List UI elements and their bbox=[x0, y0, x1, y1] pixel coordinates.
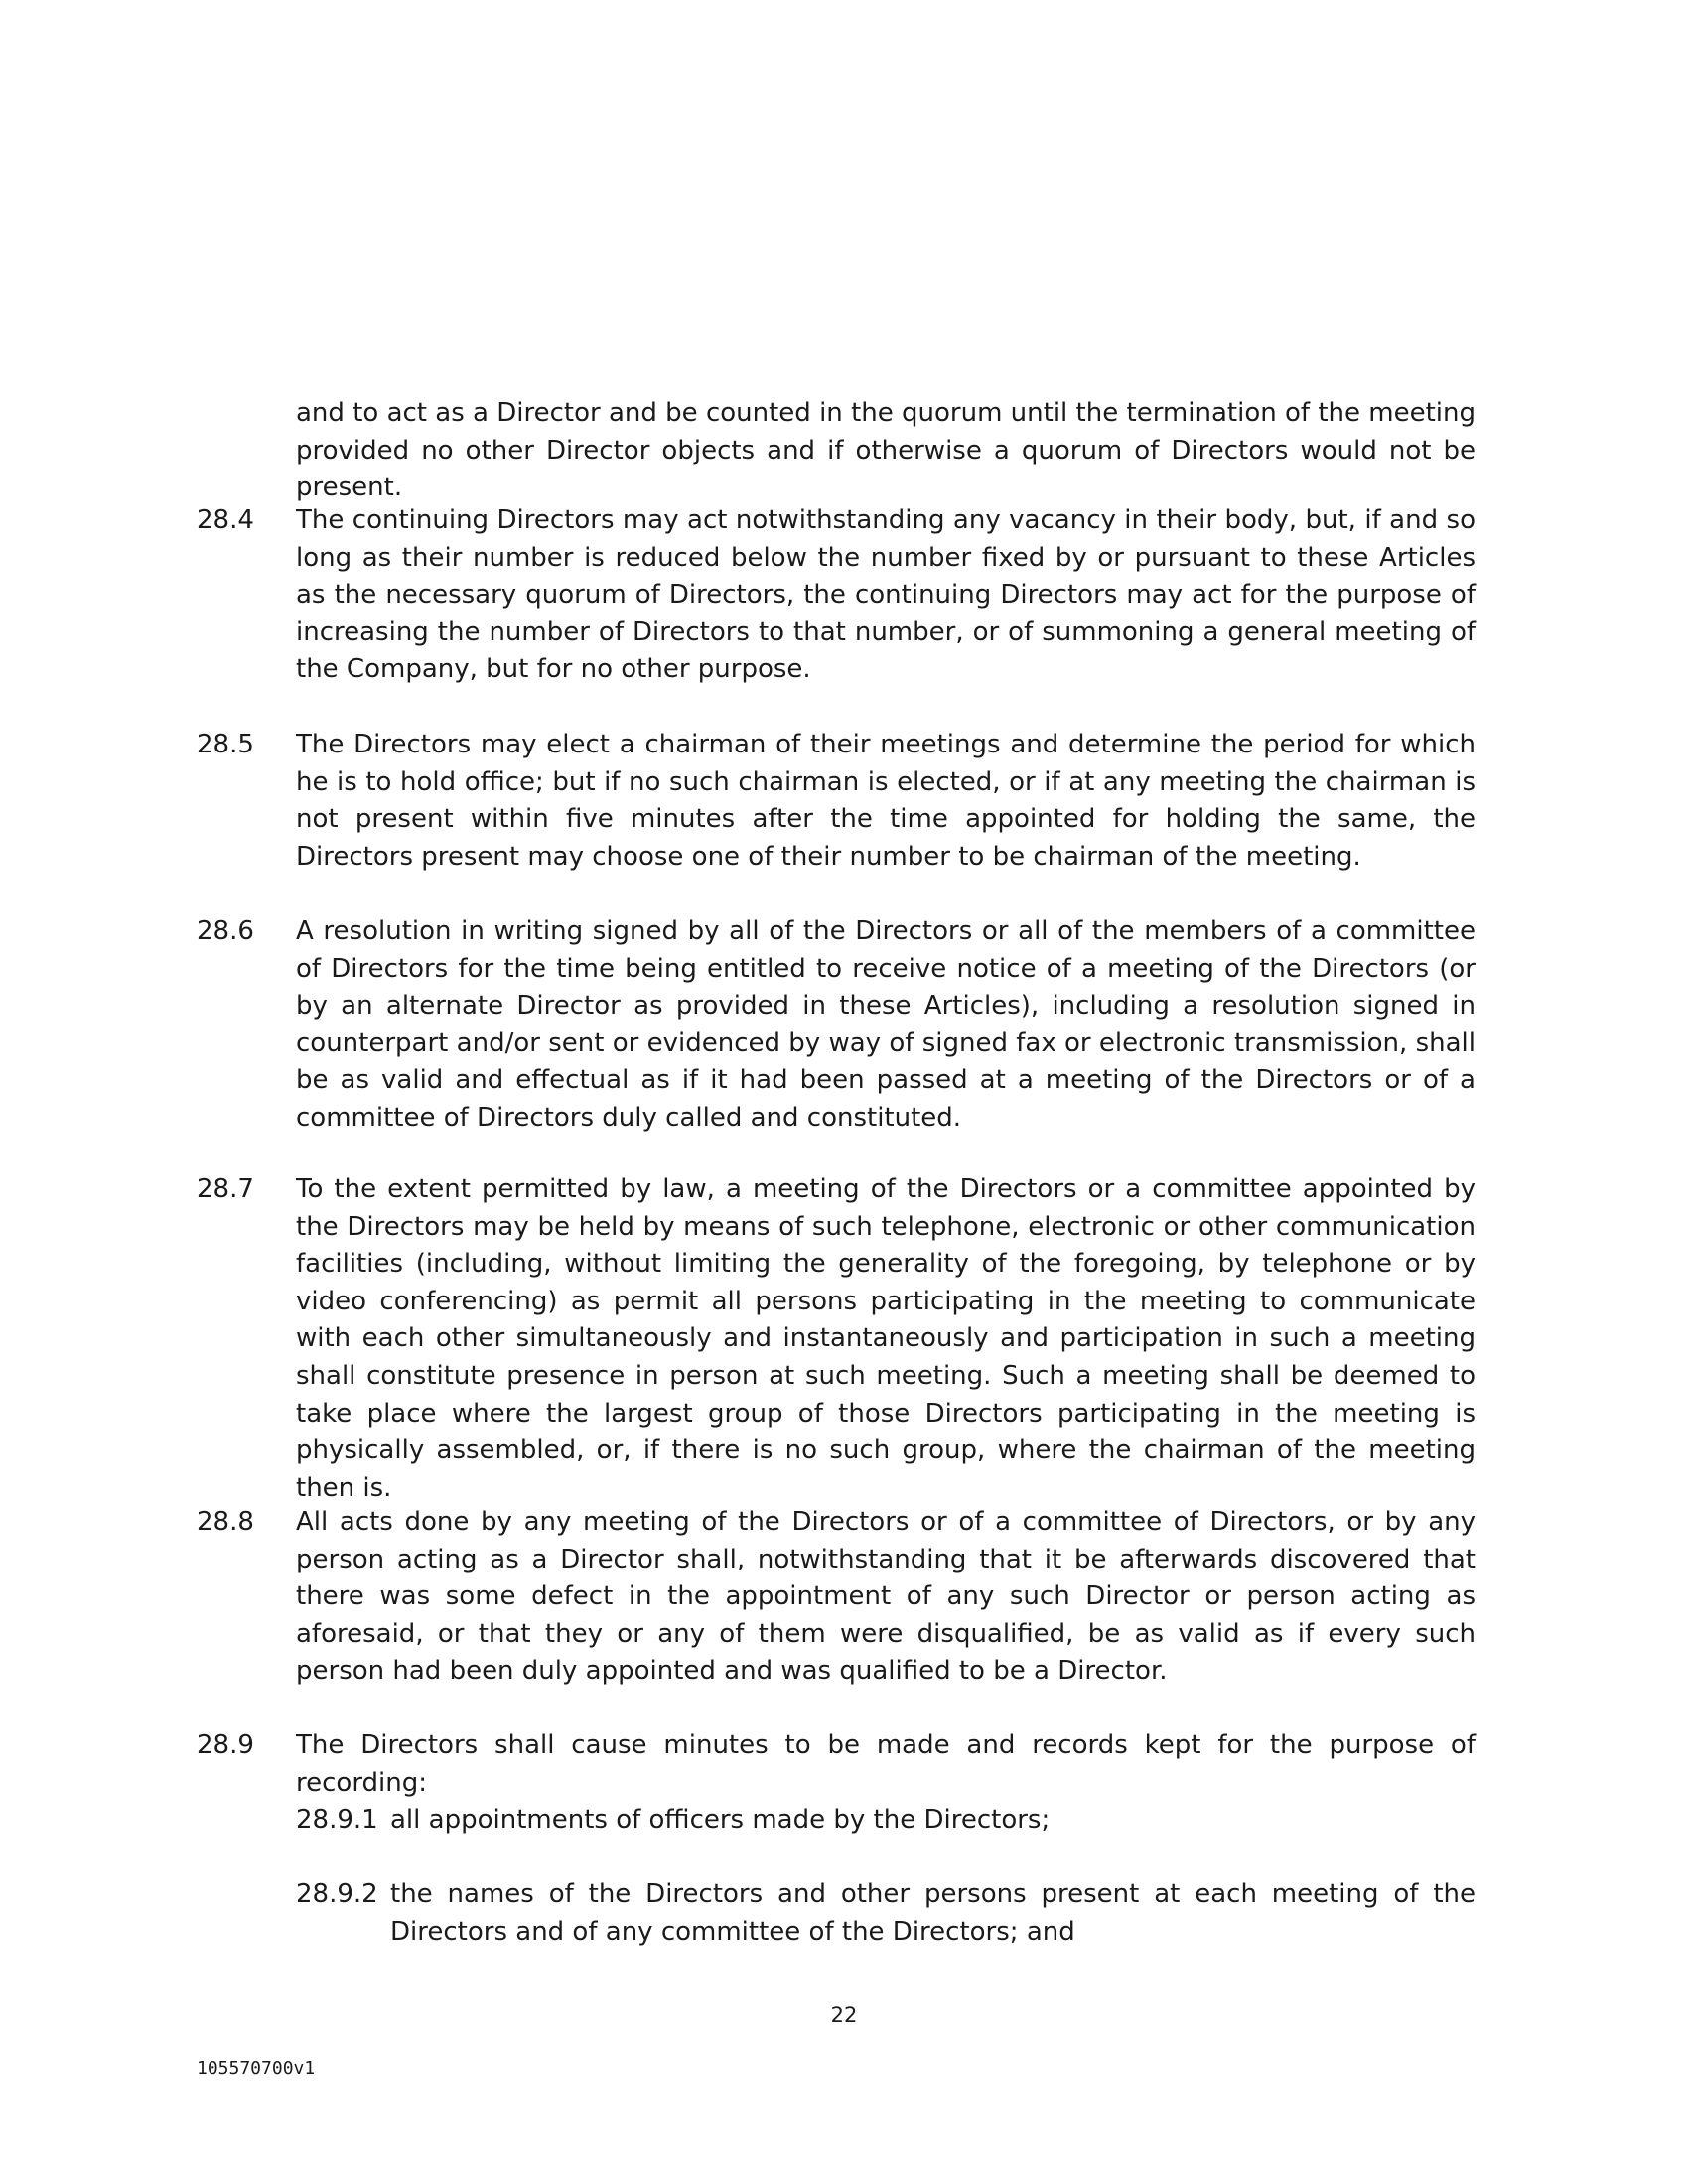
subclause-number: 28.9.2 bbox=[296, 1879, 378, 1909]
clause-number: 28.8 bbox=[197, 1507, 254, 1537]
document-reference: 105570700v1 bbox=[197, 2058, 316, 2079]
subclause-number: 28.9.1 bbox=[296, 1805, 378, 1835]
clause-text: The continuing Directors may act notwithstanding any vacancy in their body, but, if and so long as their number is reduced below the number fixed by or pursuant to these Articles as the necessary quorum of Directors, the continuing Directors may act for the purpose of increasing the number of Directors to that number, or of summoning a general meeting of the Company, but for no other purpose. bbox=[296, 505, 1476, 685]
clause-text: To the extent permitted by law, a meeting of the Directors or a committee appointed by the Directors may be held by means of such telephone, electronic or other communication facilities (including, without limiting the generality of the foregoing, by telephone or by video conferencing) as permit all persons participating in the meeting to communicate with each other simultaneously and instantaneously and participation in such a meeting shall constitute presence in person at such meeting. Such a meeting shall be deemed to take place where the largest group of those Directors participating in the meeting is physically assembled, or, if there is no such group, where the chairman of the meeting then is. bbox=[296, 1174, 1476, 1503]
clause-number: 28.7 bbox=[197, 1174, 254, 1204]
subclause-text: all appointments of officers made by the Directors; bbox=[390, 1805, 1051, 1835]
page-number: 22 bbox=[830, 2003, 858, 2027]
clause-text: A resolution in writing signed by all of the Directors or all of the members of a committee of Directors for the time being entitled to receive notice of a meeting of the Directors (or by an alternate Director as provided in these Articles), including a resolution signed in counterpart and/or sent or evidenced by way of signed fax or electronic transmission, shall be as valid and effectual as if it had been passed at a meeting of the Directors or of a committee of Directors duly called and constituted. bbox=[296, 916, 1476, 1133]
continuation-paragraph: and to act as a Director and be counted in the quorum until the termination of the meeting provided no other Director objects and if otherwise a quorum of Directors would not be present. bbox=[296, 398, 1476, 503]
clause-number: 28.4 bbox=[197, 505, 254, 535]
clause-text: The Directors may elect a chairman of their meetings and determine the period for which he is to hold office; but if no such chairman is elected, or if at any meeting the chairman is not present within five minutes after the time appointed for holding the same, the Directors present may choose one of their number to be chairman of the meeting. bbox=[296, 730, 1476, 872]
clause-number: 28.5 bbox=[197, 730, 254, 759]
clause-text: All acts done by any meeting of the Directors or of a committee of Directors, or by any person acting as a Director shall, notwithstanding that it be afterwards discovered that there was some defect in the appointment of any such Director or person acting as aforesaid, or that they or any of them were disqualified, be as valid as if every such person had been duly appointed and was qualified to be a Director. bbox=[296, 1507, 1476, 1687]
clause-text: The Directors shall cause minutes to be made and records kept for the purpose of recording: bbox=[296, 1730, 1476, 1798]
subclause-text: the names of the Directors and other persons present at each meeting of the Directors and of any committee of the Directors; and bbox=[390, 1879, 1476, 1947]
clause-number: 28.9 bbox=[197, 1730, 254, 1760]
clause-number: 28.6 bbox=[197, 916, 254, 946]
